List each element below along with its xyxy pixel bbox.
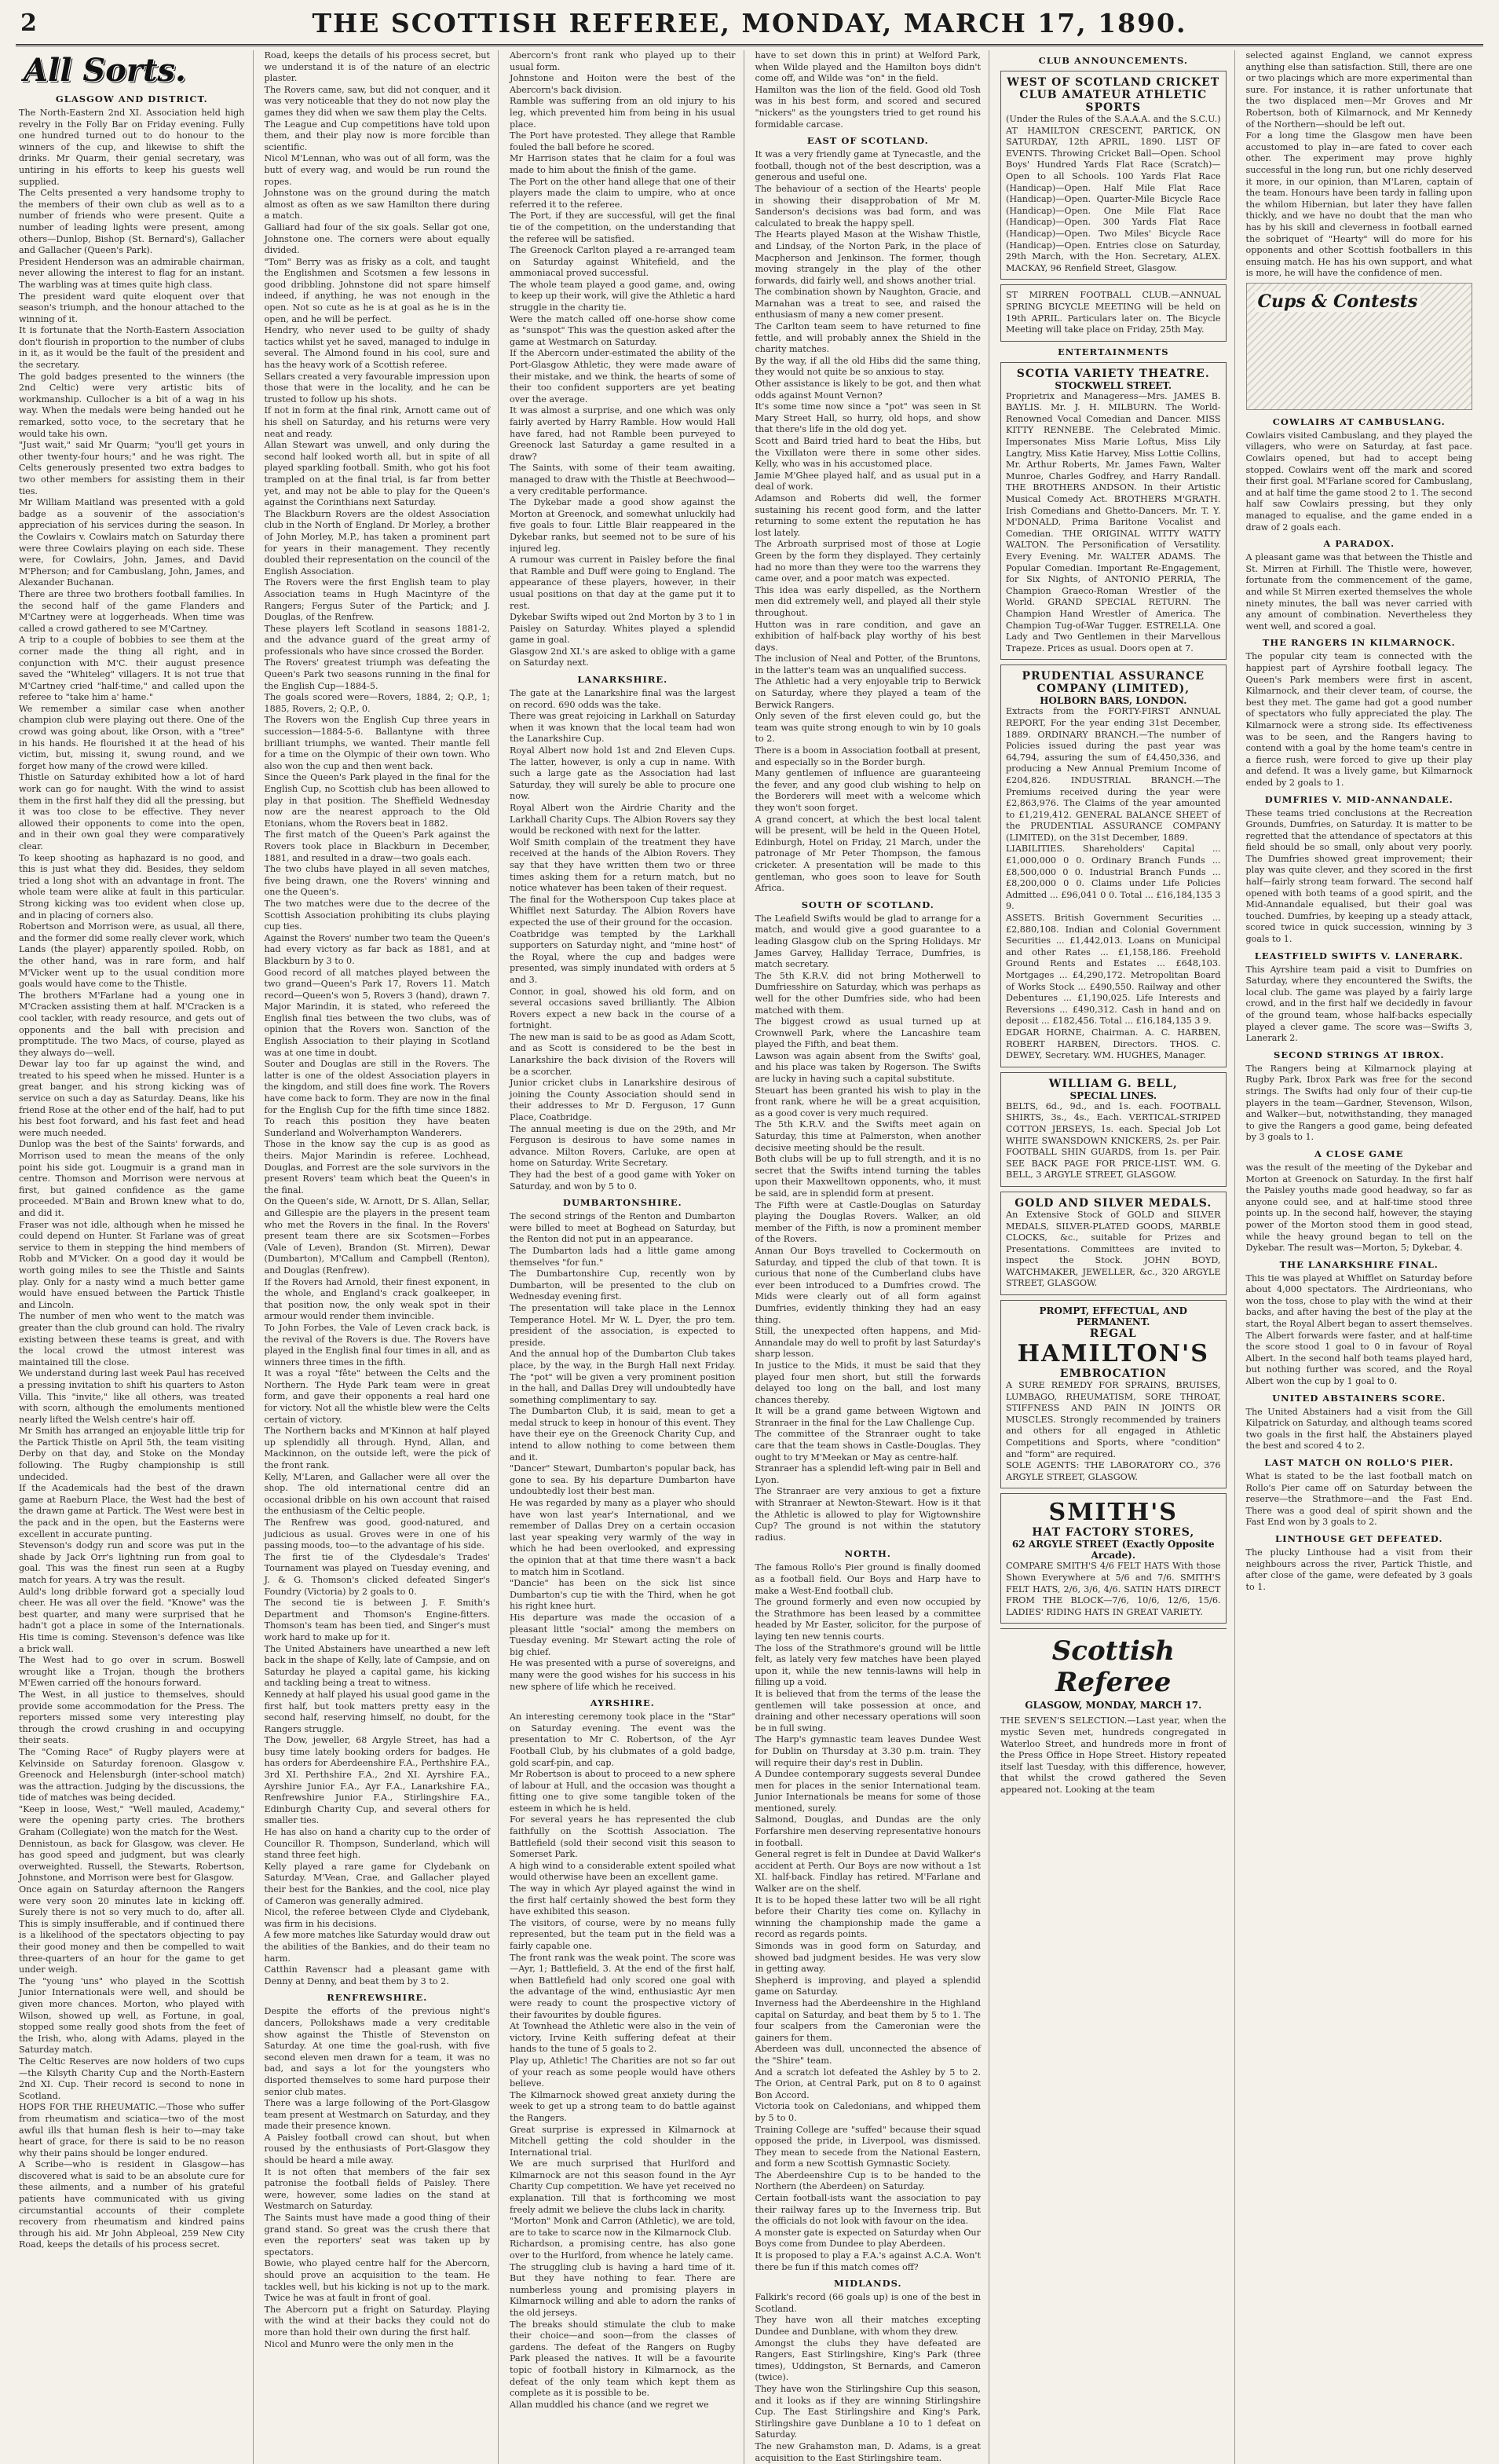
paragraph: The first match of the Queen's Park against the Rovers took place in Blackburn in December, 1881, and resulted in a draw—two goals each. bbox=[264, 829, 493, 863]
paragraph: These players left Scotland in seasons 1881-2, and the advance guard of the great army of professionals who have since crossed the Border. bbox=[264, 623, 493, 657]
paragraph: The Arbroath surprised most of those at Logie Green by the form they displayed. They certainly had no more than they were too the warrens they came over, and a poor match was expected. bbox=[755, 539, 984, 584]
paragraph: Hendry, who never used to be guilty of shady tactics whilst yet he saved, managed to indulge in several. The Almond found in his cool, sure and has the heavy work of a Scottish referee. bbox=[264, 325, 493, 371]
paragraph: Fraser was not idle, although when he missed he could depend on Hunter. St Farlane was of great service to them in stepping the hind members of Robb and M'Vicker. On a good day it would be worth going miles to see the Thistle and Saints play. Only for a nasty wind a much better game would have ensued between the Partick Thistle and Lincoln. bbox=[19, 1219, 248, 1310]
section-heading: THE RANGERS IN KILMARNOCK. bbox=[1262, 637, 1456, 649]
section-heading: SOUTH OF SCOTLAND. bbox=[801, 899, 934, 910]
paragraph: The Aberdeenshire Cup is to be handed to the Northern (the Aberdeen) on Saturday. bbox=[755, 2169, 984, 2192]
paragraph: The Port on the other hand allege that one of their players made the claim to umpire, who at once referred it to the referee. bbox=[510, 176, 739, 210]
paragraph: Royal Albert now hold 1st and 2nd Eleven Cups. The latter, however, is only a cup in name. With such a large gate as the Association had last Saturday, they will surely be able to procure one now. bbox=[510, 745, 739, 802]
section-heading: LEASTFIELD SWIFTS V. LANERARK. bbox=[1254, 950, 1464, 961]
paragraph: The United Abstainers have unearthed a new left back in the shape of Kelly, late of Campsie, and on Saturday he played a capital game, his kicking and tackling being a treat to witness. bbox=[264, 1643, 493, 1689]
paragraph: The Port, if they are successful, will get the final tie of the competition, on the understanding that the referee will be satisfied. bbox=[510, 211, 739, 244]
paragraph: Annan Our Boys travelled to Cockermouth on Saturday, and tipped the club of that town. It is curious that none of the Cumberland clubs have ever been introduced to a Dumfries crowd. The Mids were clearly out of all form against Dumfries, evidently thinking they had an easy thing. bbox=[755, 1245, 984, 1325]
section-heading: LAST MATCH ON ROLLO'S PIER. bbox=[1264, 1457, 1454, 1468]
advert-subtitle: 62 ARGYLE STREET (Exactly Opposite Arcade). bbox=[1011, 1539, 1215, 1562]
paragraph: Those in the know say the cup is as good as theirs. Major Marindin is referee. Lochhead, Douglas, and Forrest are the sole survivors in the present Rovers' team which beat the Queen's in the final. bbox=[264, 1139, 493, 1195]
newspaper-columns bbox=[19, 50, 1480, 2463]
paragraph: The breaks should stimulate the club to make their choice—and soon—from the classes of gardens. The defeat of the Rangers on Rugby Park pleased the natives. It will be a favourite topic of football history in Kilmarnock, as the defeat of the only team which kept them as complete as it is possible to be. bbox=[510, 2319, 739, 2399]
paragraph: The Dumbarton lads had a little game among themselves "for fun." bbox=[510, 1245, 739, 1268]
paragraph: The committee of the Stranraer ought to take care that the team shows in Castle-Douglas. They ought to try M'Meekan or May as centre-half. bbox=[755, 1429, 984, 1463]
paragraph: It is proposed to play a F.A.'s against A.C.A. Won't there be fun if this match comes off? bbox=[755, 2250, 984, 2272]
section-heading: A CLOSE GAME bbox=[1314, 1148, 1404, 1159]
masthead bbox=[16, 6, 1483, 46]
paragraph: "Tom" Berry was as frisky as a colt, and taught the Englishmen and Scotsmen a few lessons in good dribbling. Johnstone did not spare himself indeed, if anything, he was not enough in the open. Not so cute as he is at goal as he is in the open, and he will be perfect. bbox=[264, 256, 493, 324]
paragraph: The Athletic had a very enjoyable trip to Berwick on Saturday, where they played a team of the Berwick Rangers. bbox=[755, 676, 984, 710]
paragraph: They have won all their matches excepting Dundee and Dunblane, with whom they drew. bbox=[755, 2315, 984, 2337]
paragraph: Lawson was again absent from the Swifts' goal, and his place was taken by Rogerson. The Swifts are lucky in having such a capital substitute. bbox=[755, 1050, 984, 1085]
paragraph: The Kilmarnock showed great anxiety during the week to get up a strong team to do battle against the Rangers. bbox=[510, 2089, 739, 2123]
paragraph: Hamilton was the lion of the field. Good old Tosh was in his best form, and scored and secured "nickers" as the youngsters tried to get round his formidable carcase. bbox=[755, 84, 984, 130]
paragraph: Stevenson's dodgy run and score was put in the shade by Jack Orr's lightning run from goal to goal. This was the finest run seen at a Rugby match for years. A try was the result. bbox=[19, 1540, 248, 1585]
paragraph: The number of men who went to the match was greater than the club ground can hold. The rivalry existing between these teams is great, and with the local crowd the utmost interest was maintained till the close. bbox=[19, 1311, 248, 1367]
paragraph: They have won the Stirlingshire Cup this season, and it looks as if they are winning Stirlingshire Cup. The East Stirlingshire and King's Park, Stirlingshire gave Dunblane a 10 to 1 defeat on Saturday. bbox=[755, 2383, 984, 2440]
paragraph: We remember a similar case when another champion club were playing out there. One of the crowd was going about, like Orson, with a "tree" in his hands. He flourished it at the head of his victim, but, missing it, swung round, and we forget how many of the crowd were killed. bbox=[19, 703, 248, 771]
paragraph: Johnstone was on the ground during the match almost as often as we saw Hamilton there during a match. bbox=[264, 188, 493, 222]
paragraph: Junior cricket clubs in Lanarkshire desirous of joining the County Association should send in their addresses to Mr D. Ferguson, 17 Gunn Place, Coatbridge. bbox=[510, 1078, 739, 1123]
advert-tagline: PROMPT, EFFECTUAL, AND PERMANENT. bbox=[1039, 1305, 1187, 1328]
paragraph: Bowie, who played centre half for the Abercorn, should prove an acquisition to the team. He tackles well, but his kicking is not up to the mark. Twice he was at fault in front of goal. bbox=[264, 2258, 493, 2304]
advert-body: Proprietrix and Manageress—Mrs. JAMES B. BAYLIS. Mr. J. H. MILBURN. The World-Renowned Vocal Comedian and Dancer. MISS KITTY RENNEBE. The Celebrated Mimic. Impersonates Miss Marie Loftus, Miss Lily Langtry, Miss Katie Harvey, Miss Lottie Collins, Mr. Arthur Roberts, Mr. James Fawn, Walter Munroe, Charles Godfrey, and Harry Randall. THE BROTHERS ANDSON. In their Artistic Musical Comedy Act. BROTHERS M'GRATH. Irish Comedians and Ghetto-Dancers. Mr. T. Y. M'DONALD, Prima Baritone Vocalist and Comedian. THE ORIGINAL WITTY WATTY WALTON. The Personification of Versatility. Every Evening. Mr. WALTER ADAMS. The Popular Comedian. Important Re-Engagement, for Six Nights, of ANTONIO PERRIA, The Champion Graeco-Roman Wrestler of the World. GRAND SPECIAL RETURN. The Champion Hand Wrestler of America. The Champion Tug-of-War Tugger. ESTRELLA. One Lady and Two Gentlemen in their Marvellous Trapeze. Prices as usual. Doors open at 7. bbox=[1006, 390, 1224, 654]
paragraph: He was regarded by many as a player who should have won last year's International, and we remember of Dallas Drey on a certain occasion last year speaking very warmly of the way in which he had been overlooked, and expressing the opinion that at that time there wasn't a back to match him in Scotland. bbox=[510, 1498, 739, 1577]
paragraph: The Rovers were the first English team to play Association teams in Hugh Macintyre of the Rangers; Fergus Suter of the Partick; and J. Douglas, of the Renfrew. bbox=[264, 577, 493, 623]
newspaper-title: THE SCOTTISH REFEREE, MONDAY, MARCH 17, 1890. bbox=[312, 8, 1187, 38]
column-3 bbox=[510, 50, 744, 2464]
liabilities-table: LIABILITIES. Shareholders' Capital ... £1,000,000 0 0. Ordinary Branch Funds ... £8,500,000 0 0. Industrial Branch Funds ... £8,200,000 0 0. Claims under Life Policies Admitted ... £96,041 0 0. Total ... £16,184,135 3 9. bbox=[1006, 844, 1224, 912]
section-heading: UNITED ABSTAINERS SCORE. bbox=[1272, 1392, 1446, 1404]
paragraph: Robertson and Morrison were, as usual, all there, and the former did some really clever work, which Lands (the player) apparently spoiled. Robb, on the other hand, was in rare form, and half M'Vicker went up to the usual condition more goals would have come to the Thistle. bbox=[19, 921, 248, 990]
paragraph: The Rangers being at Kilmarnock playing at Rugby Park, Ibrox Park was free for the second strings. The Swifts had only four of their cup-tie players in the team—Gardner, Stevenson, Wilson, and Walker—but, notwithstanding, they managed to give the Rangers a good game, being defeated by 3 goals to 1. bbox=[1245, 1063, 1475, 1143]
section-heading: NORTH. bbox=[844, 1548, 891, 1560]
st-mirren-advert bbox=[1000, 284, 1227, 341]
section-heading: SECOND STRINGS AT IBROX. bbox=[1274, 1049, 1445, 1060]
paragraph: have to set down this in print) at Welford Park, when Wilde played and the Hamilton boys didn't come off, and Wilde was "on" in the field. bbox=[755, 50, 984, 84]
paragraph: The behaviour of a section of the Hearts' people in showing their disapprobation of Mr M. Sanderson's decisions was bad form, and was calculated to break the happy spell. bbox=[755, 183, 984, 229]
paragraph: The new man is said to be as good as Adam Scott, and as Scott is considered to be the best in Lanarkshire the back division of the Rovers will be a scorcher. bbox=[510, 1031, 739, 1077]
paragraph: Mr Smith has arranged an enjoyable little trip for the Partick Thistle on April 5th, the team visiting Derby on that day, and Stoke on the Monday following. The Rugby championship is still undecided. bbox=[19, 1426, 248, 1482]
paragraph: Since the Queen's Park played in the final for the English Cup, no Scottish club has been allowed to play in that position. The Sheffield Wednesday now are the nearest approach to the Old Etonians, whom the Rovers beat in 1882. bbox=[264, 772, 493, 829]
column-4 bbox=[755, 50, 990, 2464]
paragraph: Despite the efforts of the previous night's dancers, Pollokshaws made a very creditable show against the Thistle of Stevenston on Saturday. At one time the goal-rush, with five second eleven men drawn for a team, it was no bad, and says a lot for the youngsters who disported themselves to some hard purpose their senior club mates. bbox=[264, 2006, 493, 2097]
paragraph: Glasgow 2nd XI.'s are asked to oblige with a game on Saturday next. bbox=[510, 646, 739, 668]
paragraph: The Rovers' greatest triumph was defeating the Queen's Park two seasons running in the final for the English Cup—1884-5. bbox=[264, 657, 493, 691]
paragraph: The Port have protested. They allege that Ramble fouled the ball before he scored. bbox=[510, 130, 739, 152]
paragraph: The final for the Wotherspoon Cup takes place at Whifflet next Saturday. The Albion Rovers have expected the use of their ground for the occasion. bbox=[510, 894, 739, 928]
paragraph: Salmond, Douglas, and Dundas are the only Forfarshire men deserving representative honours in football. bbox=[755, 1814, 984, 1848]
paragraph: The ground formerly and even now occupied by the Strathmore has been leased by a committee headed by Mr Easter, solicitor, for the purpose of laying ten new tennis courts. bbox=[755, 1597, 984, 1642]
paragraph: The way in which Ayr played against the wind in the first half certainly showed the best form they have exhibited this season. bbox=[510, 1884, 739, 1917]
paragraph: The Saints must have made a good thing of their grand stand. So great was the crush there that even the reporters' seat was taken up by spectators. bbox=[264, 2213, 493, 2257]
advert-headline: HAMILTON'S bbox=[1017, 1340, 1209, 1368]
paragraph: A Scribe—who is resident in Glasgow—has discovered what is said to be an absolute cure for these ailments, and a number of his grateful patients have communicated with us giving circumstantial accounts of their complete recovery from rheumatism and kindred pains through his aid. Mr John Abpleoal, 259 New City Road, keeps the details of his process secret. bbox=[19, 2159, 248, 2250]
paragraph: The second tie is between J. F. Smith's Department and Thomson's Engine-fitters. Thomson's team has been tied, and Singer's must work hard to make up for it. bbox=[264, 1598, 493, 1642]
paragraph: The Celtic Reserves are now holders of two cups—the Kilsyth Charity Cup and the North-Eastern 2nd XI. Cup. Their record is second to none in Scotland. bbox=[19, 2056, 248, 2101]
paragraph: A Dundee contemporary suggests several Dundee men for places in the senior International team. Junior Internationals be means for some of those mentioned, surely. bbox=[755, 1769, 984, 1814]
cricket-club-advert bbox=[1000, 71, 1227, 280]
paragraph: A few more matches like Saturday would draw out the abilities of the Bankies, and do their team no harm. bbox=[264, 1930, 493, 1964]
column-1 bbox=[19, 50, 254, 2464]
paragraph: The "Coming Race" of Rugby players were at Kelvinside on Saturday forenoon. Glasgow v. Greenock and Helensburgh (inter-school match) was the attraction. Judging by the discussions, the tide of matches was being decided. bbox=[19, 1746, 248, 1803]
paragraph: The West, in all justice to themselves, should provide some accommodation for the Press. The reporters missed some very interesting play through the crowd crushing in and occupying their seats. bbox=[19, 1689, 248, 1746]
paragraph: If the Rovers had Arnold, their finest exponent, in the whole, and England's crack goalkeeper, in that position now, the only weak spot in their armour would render them invincible. bbox=[264, 1276, 493, 1322]
advert-title: HAT FACTORY STORES, bbox=[1032, 1526, 1195, 1540]
paragraph: Coatbridge was tempted by the Larkhall supporters on Saturday night, and "mine host" of the Royal, where the cup and badges were presented, was simply inundated with orders at 5 and 3. bbox=[510, 928, 739, 985]
paragraph: It will be a grand game between Wigtown and Stranraer in the final for the Law Challenge Cup. bbox=[755, 1406, 984, 1428]
paragraph: Aberdeen was dull, unconnected the absence of the "Shire" team. bbox=[755, 2044, 984, 2066]
paragraph: Certain football-ists want the association to pay their railway fares up to the Inverness trip. But the officials do not look with favour on the idea. bbox=[755, 2193, 984, 2227]
advert-title: WILLIAM G. BELL, bbox=[1048, 1077, 1178, 1090]
paragraph: Hutton was in rare condition, and gave an exhibition of half-back play worthy of his best days. bbox=[755, 619, 984, 653]
paragraph: The Rovers won the English Cup three years in succession—1884-5-6. Ballantyne with three brilliant triumphs, we wanted. Their mantle fell for a time on the Olympic of their own town. Who also won the cup and then went back. bbox=[264, 715, 493, 771]
paragraph: Jamie M'Ghee played half, and as usual put in a deal of work. bbox=[755, 470, 984, 492]
paragraph: Allan muddled his chance (and we regret we bbox=[510, 2399, 709, 2410]
paragraph: Steuart has been granted his wish to play in the front rank, where he will be a great acquisition, as a good cover is very much required. bbox=[755, 1085, 984, 1119]
paragraph: In justice to the Mids, it must be said that they played four men short, but still the forwards delayed too long on the ball, and lost many chances thereby. bbox=[755, 1360, 984, 1405]
section-heading: EAST OF SCOTLAND. bbox=[806, 135, 929, 147]
paragraph: Mr Robertson is about to proceed to a new sphere of labour at Hull, and the occasion was thought a fitting one to give some tangible token of the esteem in which he is held. bbox=[510, 1769, 739, 1814]
dateline: GLASGOW, MONDAY, MARCH 17. bbox=[1025, 1700, 1202, 1712]
paragraph: The two clubs have played in all seven matches, five being drawn, one the Rovers' winning and one the Queen's. bbox=[264, 864, 493, 898]
all-sorts-logo: All Sorts. bbox=[24, 52, 186, 89]
advert-title: WEST OF SCOTLAND CRICKET CLUB AMATEUR ATHLETIC SPORTS bbox=[1007, 76, 1220, 114]
paragraph: Catthin Ravenscr had a pleasant game with Denny at Denny, and beat them by 3 to 2. bbox=[264, 1964, 493, 1986]
paragraph: They had the best of a good game with Yoker on Saturday, and won by 5 to 0. bbox=[510, 1170, 739, 1192]
bell-advert bbox=[1000, 1072, 1227, 1187]
paragraph: General regret is felt in Dundee at David Walker's accident at Perth. Our Boys are now without a 1st XI. half-back. Findlay has retired. M'Farlane and Walker are on the shelf. bbox=[755, 1849, 984, 1895]
paragraph: Still, the unexpected often happens, and Mid-Annandale may do well to profit by last Saturday's sharp lesson. bbox=[755, 1326, 984, 1360]
paragraph: The Renfrew was good, good-natured, and judicious as usual. Groves were in one of his passing moods, too—to the advantage of his side. bbox=[264, 1518, 493, 1551]
paragraph: The popular city team is connected with the happiest part of Ayrshire football legacy. The Queen's Park members were first in ascent, Kilmarnock, and their clever team, of course, the best they met. The game had got a good number of spectators who fully appreciated the play. The Kilmarnock were a strong side. Its effectiveness was to be seen, and the Rangers having to contend with a goal by the home team's centre in a fierce rush, were forced to give up their play and defend. It was a lively game, but Kilmarnock ended by 2 goals to 1. bbox=[1245, 651, 1475, 788]
paragraph: It is to be hoped these latter two will be all right before their Charity ties come on. Kyllachy in winning the championship made the game a record as regards points. bbox=[755, 1895, 984, 1940]
paragraph: An interesting ceremony took place in the "Star" on Saturday evening. The event was the presentation to Mr C. Robertson, of the Ayr Football Club, by his clubmates of a gold badge, gold scarf-pin, and cap. bbox=[510, 1712, 739, 1768]
paragraph: He has also on hand a charity cup to the order of Councillor R. Thompson, Sunderland, which will stand three feet high. bbox=[264, 1827, 493, 1861]
paragraph: Victoria took on Caledonians, and whipped them by 5 to 0. bbox=[755, 2101, 984, 2123]
paragraph: "Keep in loose, West," "Well mauled, Academy," were the opening party cries. The brothers Graham (Collegiate) won the match for the West. bbox=[19, 1803, 248, 1838]
paragraph: The Dumbarton Club, it is said, mean to get a medal struck to keep in honour of this event. They have their eye on the Greenock Charity Cup, and intend to allow nothing to come between them and it. bbox=[510, 1406, 739, 1463]
paragraph: The Northern backs and M'Kinnon at half played up splendidly all through. Hynd, Allan, and Mackinnon, on the outside left, were the pick of the front rank. bbox=[264, 1426, 493, 1471]
section-heading: DUMFRIES V. MID-ANNANDALE. bbox=[1264, 793, 1453, 805]
paragraph: The Dykebar made a good show against the Morton at Greenock, and somewhat unluckily had five goals to four. Little Blair reappeared in the Dykebar ranks, but seemed not to be sure of his injured leg. bbox=[510, 497, 739, 554]
paragraph: Shepherd is improving, and played a splendid game on Saturday. bbox=[755, 1975, 984, 1997]
advert-subtitle: HOLBORN BARS, LONDON. bbox=[1040, 695, 1187, 707]
paragraph: Inverness had the Aberdeenshire in the Highland capital on Saturday, and beat them by 5 to 1. The four scalpers from the Cameronian were the gainers for them. bbox=[755, 1997, 984, 2043]
paragraph: Mr William Maitland was presented with a gold badge as a souvenir of the association's appreciation of his services during the season. In the Cowlairs v. Cowlairs match on Saturday there were three Cowlairs playing on each side. These were, for Cowlairs, John, James, and David M'Pherson; and for Cambuslang, John, James, and Alexander Buchanan. bbox=[19, 497, 248, 588]
paragraph: Auld's long dribble forward got a specially loud cheer. He was all over the field. "Knowe" was the best quarter, and many were surprised that he hadn't got a place in some of the Internationals. His time is coming. Stevenson's defence was like a brick wall. bbox=[19, 1586, 248, 1654]
paragraph: The plucky Linthouse had a visit from their neighbours across the river, Partick Thistle, and after close of the game, were defeated by 3 goals to 1. bbox=[1245, 1547, 1475, 1592]
paragraph: A trip to a couple of bobbies to see them at the corner made the thing all right, and in conjunction with M'C. their august presence saved the "Whiteleg" villagers. It is not true that M'Cartney cried "half-time," and called upon the referee to "take him a' hame." bbox=[19, 635, 248, 703]
paragraph: The League and Cup competitions have told upon them, and their play now is more forcible than scientific. bbox=[264, 119, 493, 152]
paragraph: What is stated to be the last football match on Rollo's Pier came off on Saturday between the reserve—the Strathmore—and the Fast End. There was a good deal of spirit shown and the Fast End won by 3 goals to 2. bbox=[1245, 1471, 1475, 1528]
paragraph: Dewar lay too far up against the wind, and treated to his speed when he missed. Hunter is a great banger, and his strong kicking was of service on such a day as Saturday. Deans, like his friend Rose at the other end of the half, had to put his best foot forward, and his fast feet and head were much needed. bbox=[19, 1059, 248, 1138]
paragraph: The United Abstainers had a visit from the Gill Kilpatrick on Saturday, and although teams scored two goals in the first half, the Abstainers played the best and scored 4 to 2. bbox=[1245, 1406, 1475, 1452]
paragraph: The president ward quite eloquent over that season's triumph, and the honour attached to the winning of it. bbox=[19, 291, 248, 324]
paragraph: Play up, Athletic! The Charities are not so far out of your reach as some people would have others believe. bbox=[510, 2055, 739, 2089]
paragraph: Falkirk's record (66 goals up) is one of the best in Scotland. bbox=[755, 2292, 984, 2314]
divider bbox=[1000, 1628, 1227, 1629]
paragraph: Nicol, the referee between Clyde and Clydebank, was firm in his decisions. bbox=[264, 1907, 493, 1929]
paragraph: Amongst the clubs they have defeated are Rangers, East Stirlingshire, King's Park (three times), Uddingston, St Bernards, and Cameron (twice). bbox=[755, 2338, 984, 2383]
paragraph: The Carlton team seem to have returned to fine fettle, and will probably annex the Shield in the charity matches. bbox=[755, 321, 984, 355]
paragraph: The gate at the Lanarkshire final was the largest on record. 690 odds was the take. bbox=[510, 688, 739, 710]
paragraph: The Dumbartonshire Cup, recently won by Dumbarton, will be presented to the club on Wednesday evening first. bbox=[510, 1269, 739, 1302]
medals-advert bbox=[1000, 1192, 1227, 1295]
paragraph: The Blackburn Rovers are the oldest Association club in the North of England. Dr Morley, a brother of John Morley, M.P., has taken a prominent part for years in their management. They recently doubled their representation on the council of the English Association. bbox=[264, 508, 493, 577]
paragraph: The Abercorn put a fright on Saturday. Playing with the wind at their backs they could not do more than hold their own during the first half. bbox=[264, 2304, 493, 2338]
paragraph: The new Grahamston man, D. Adams, is a great acquisition to the East Stirlingshire team. bbox=[755, 2440, 984, 2463]
paragraph: Cowlairs visited Cambuslang, and they played the villagers, who were on Saturday, at fast pace. Cowlairs opened, but had to accept being stopped. Cowlairs went off the mark and scored their first goal. M'Farlane scored for Cambuslang, and at half time the game stood 2 to 1. The second half saw Cowlairs pressing, but they only managed to equalise, and the game ended in a draw of 2 goals each. bbox=[1245, 430, 1475, 533]
paragraph: This idea was early dispelled, as the Northern men did extremely well, and played all their style throughout. bbox=[755, 584, 984, 618]
advert-body: BELTS, 6d., 9d., and 1s. each. FOOTBALL SHIRTS, 3s., 4s., Each. VERTICAL-STRIPED COTTON JERSEYS, 1s. each. Special Job Lot WHITE SWANSDOWN KNICKERS, 2s. per Pair. FOOTBALL SHIN GUARDS, from 1s. per Pair. SEE BACK PAGE FOR PRICE-LIST. WM. G. BELL, 3 ARGYLE STREET, GLASGOW. bbox=[1006, 1100, 1224, 1181]
advert-body: A SURE REMEDY FOR SPRAINS, BRUISES, LUMBAGO, RHEUMATISM, SORE THROAT, STIFFNESS AND PAIN IN JOINTS OR MUSCLES. Strongly recommended by trainers and others for all engaged in Athletic Competitions and Sports, where "condition" and "form" are required. bbox=[1006, 1380, 1224, 1459]
paragraph: Kelly played a rare game for Clydebank on Saturday. M'Vean, Crae, and Gallacher played their best for the Bankies, and the cool, nice play of Cameron was generally admired. bbox=[264, 1861, 493, 1906]
paragraph: Thistle on Saturday exhibited how a lot of hard work can go for naught. With the wind to assist them in the first half they did all the pressing, but it was too close to be effective. They never allowed their opponents to come into the open, and in their own goal they were comparatively clear. bbox=[19, 772, 248, 851]
paragraph: A high wind to a considerable extent spoiled what would otherwise have been an excellent game. bbox=[510, 1860, 739, 1883]
advert-body: COMPARE SMITH'S 4/6 FELT HATS With those Shown Everywhere at 5/6 and 7/6. SMITH'S FELT HATS, 2/6, 3/6, 4/6. SATIN HATS DIRECT FROM THE BLOCK—7/6, 10/6, 12/6, 15/6. LADIES' RIDING HATS IN GREAT VARIETY. bbox=[1006, 1561, 1224, 1617]
column-5 bbox=[1000, 50, 1235, 2464]
paragraph: Wolf Smith complain of the treatment they have received at the hands of the Albion Rovers. They say that they have written them two or three times asking them for a return match, but no notice whatever has been taken of their request. bbox=[510, 837, 739, 894]
paragraph: For a long time the Glasgow men have been accustomed to play in—are fated to cover each other. The experiment may prove highly successful in the long run, but one richly deserved it more, in our opinion, than M'Laren, captain of the team. Honours have been tardy in falling upon the whilom Hibernian, but later they have fallen thickly, and we have no doubt that the man who has by his skill and cleverness in football earned the sobriquet of "Hearty" will do more for his opponents and other Scottish footballers in this ensuing match. He has his own support, and what is more, he will have the confidence of men. bbox=[1245, 130, 1475, 279]
paragraph: His departure was made the occasion of a pleasant little "social" among the members on Tuesday evening. Mr Stewart acting the role of big chief. bbox=[510, 1612, 739, 1657]
paragraph: A grand concert, at which the best local talent will be present, will be held in the Queen Hotel, Edinburgh, Hotel on Friday, 21 March, under the patronage of Mr Peter Thompson, the famous cricketer. A presentation will be made to this gentleman, who goes soon to leave for South Africa. bbox=[755, 814, 984, 894]
paragraph: The Dow, jeweller, 68 Argyle Street, has had a busy time lately booking orders for badges. He has orders for Aberdeenshire F.A., Perthshire F.A., 3rd XI. Perthshire F.A., 2nd XI. Ayrshire F.A., Ayrshire Junior F.A., Ayr F.A., Lanarkshire F.A., Renfrewshire Junior F.A., Stirlingshire F.A., Edinburgh Charity Cup, and several others for smaller ties. bbox=[264, 1735, 493, 1826]
paragraph: This tie was played at Whifflet on Saturday before about 4,000 spectators. The Airdrieonians, who won the toss, chose to play with the wind at their backs, and after having the best of the play at the start, the Royal Albert began to assert themselves. The Albert forwards were faster, and at half-time the score stood 1 goal to 0 in favour of Royal Albert. In the second half both teams played hard, but nothing further was scored, and the Royal Albert won the cup by 1 goal to 0. bbox=[1245, 1272, 1475, 1387]
paragraph: On the Queen's side, W. Arnott, Dr S. Allan, Sellar, and Gillespie are the players in the present team who met the Rovers in the final. In the Rovers' present team there are six Scotsmen—Forbes (Vale of Leven), Brandon (St. Mirren), Dewar (Dumbarton), M'Callum and Campbell (Renton), and Douglas (Renfrew). bbox=[264, 1196, 493, 1276]
advert-body: An Extensive Stock of GOLD and SILVER MEDALS, SILVER-PLATED GOODS, MARBLE CLOCKS, &c., suitable for Prizes and Presentations. Committees are invited to inspect the Stock. JOHN BOYD, WATCHMAKER, JEWELLER, &c., 320 ARGYLE STREET, GLASGOW. bbox=[1006, 1209, 1224, 1289]
paragraph: The Rovers came, saw, but did not conquer, and it was very noticeable that they do not now play the games they did when we saw them play the Celts. bbox=[264, 84, 493, 118]
paragraph: "Dancie" has been on the sick list since Dumbarton's cup tie with the Third, when he got his right knee hurt. bbox=[510, 1578, 739, 1612]
paragraph: Galliard had four of the six goals. Sellar got one, Johnstone one. The corners were about equally divided. bbox=[264, 222, 493, 256]
advert-subtitle: STOCKWELL STREET. bbox=[1055, 379, 1172, 391]
paragraph: The famous Rollo's Pier ground is finally doomed as a football field. Our Boys and Harp have to make a West-End football club. bbox=[755, 1562, 984, 1596]
paragraph: Richardson, a promising centre, has also gone over to the Hurlford, from whence he lately came. bbox=[510, 2239, 739, 2261]
paragraph: There is a boom in Association football at present, and especially so in the Border burgh. bbox=[755, 745, 984, 767]
paragraph: The Stranraer are very anxious to get a fixture with Stranraer at Newton-Stewart. How is it that the Athletic is allowed to play for Wigtownshire Cup? The ground is not within the statutory radius. bbox=[755, 1486, 984, 1543]
paragraph: It was almost a surprise, and one which was only fairly averted by Harry Ramble. How would Hall have fared, had not Ramble been purveyed to Greenock last Saturday a game resulted in a draw? bbox=[510, 405, 739, 462]
page-number: 2 bbox=[20, 9, 37, 37]
paragraph: Adamson and Roberts did well, the former sustaining his recent good form, and the latter returning to some extent the reputation he has lost lately. bbox=[755, 492, 984, 538]
column-2 bbox=[265, 50, 499, 2464]
paragraph: The Saints, with some of their team awaiting, managed to draw with the Thistle at Beechwood—a very creditable performance. bbox=[510, 463, 739, 496]
paragraph: Nicol M'Lennan, who was out of all form, was the butt of every wag, and would be run round the ropes. bbox=[264, 153, 493, 187]
paragraph: The 5th K.R.V. and the Swifts meet again on Saturday, this time at Palmerston, when another decisive meeting should be the result. bbox=[755, 1119, 984, 1153]
advert-title: SCOTIA VARIETY THEATRE. bbox=[1016, 367, 1210, 380]
section-heading: MIDLANDS. bbox=[834, 2278, 902, 2290]
leader-paragraph: THE SEVEN'S SELECTION.—Last year, when the mystic Seven met, hundreds congregated in Waterloo Street, and hundreds more in front of the Press Office in Hope Street. History repeated itself last Tuesday, with this difference, however, that whilst the crowd gathered the Seven appeared not. Looking at the team bbox=[1000, 1715, 1230, 1795]
paragraph: These teams tried conclusions at the Recreation Grounds, Dumfries, on Saturday. It is matter to be regretted that the attendance of spectators at this field should be so small, only about very poorly. The Dumfries showed great improvement; their play was quite clever, and they scored in the first half—fairly strong team forward. The second half opened with both teams of a good spirit, and the Mid-Annandale equalised, but their goal was touched. Dumfries, by keeping up a steady attack, scored twice in quick succession, winning by 3 goals to 1. bbox=[1245, 807, 1475, 945]
scottish-referee-logo: Scottish Referee bbox=[1051, 1635, 1175, 1699]
paragraph: Nicol and Munro were the only men in the bbox=[264, 2338, 454, 2349]
paragraph: We understand during last week Paul has received a pressing invitation to shift his quarters to Aston Villa. This "invite," like all others, was treated with scorn, although the emoluments mentioned nearly lifted the Welsh centre's hair off. bbox=[19, 1368, 248, 1425]
paragraph: A monster gate is expected on Saturday when Our Boys come from Dundee to play Aberdeen. bbox=[755, 2227, 984, 2250]
section-heading: LANARKSHIRE. bbox=[577, 674, 668, 686]
paragraph: was the result of the meeting of the Dykebar and Morton at Greenock on Saturday. In the first half the Paisley youths made good headway, so far as anyone could see, and at half-time stood three points up. In the second half, however, the staying power of the Morton stood them in good stead, while the heavy ground began to tell on the Dykebar. The result was—Morton, 5; Dykebar, 4. bbox=[1245, 1162, 1475, 1254]
paragraph: And a scratch lot defeated the Ashley by 5 to 2. The Orion, at Central Park, put on 8 to 0 against Bon Accord. bbox=[755, 2067, 984, 2100]
paragraph: Dykebar Swifts wiped out 2nd Morton by 3 to 1 in Paisley on Saturday. Whites played a splendid game in goal. bbox=[510, 612, 739, 646]
paragraph: This Ayrshire team paid a visit to Dumfries on Saturday, where they encountered the Swifts, the local club. The game was played by a fairly large crowd, and in the first half we decidedly in favour of the ground team, whose half-backs especially played a clever game. The score was—Swifts 3, Lanerark 2. bbox=[1245, 964, 1475, 1044]
paragraph: Both clubs will be up to full strength, and it is no secret that the Swifts intend turning the tables upon their Maxwelltown opponents, who, it must be said, are in splendid form at present. bbox=[755, 1154, 984, 1199]
paragraph: Sellars created a very favourable impression upon those that were in the locality, and he can be trusted to follow up his shots. bbox=[264, 371, 493, 405]
paragraph: Scott and Baird tried hard to beat the Hibs, but the Vixillaton were there in some other sides. Kelly, who was in his accustomed place. bbox=[755, 436, 984, 470]
advert-subtitle: SPECIAL LINES. bbox=[1069, 1089, 1157, 1101]
paragraph: The annual meeting is due on the 29th, and Mr Ferguson is desirous to have some names in advance. Milton Rovers, Carluke, are open at home on Saturday. Write Secretary. bbox=[510, 1123, 739, 1169]
paragraph: The 5th K.R.V. did not bring Motherwell to Dumfriesshire on Saturday, which was perhaps as well for the other Dumfries side, who had been matched with them. bbox=[755, 970, 984, 1016]
paragraph: Royal Albert won the Airdrie Charity and the Larkhall Charity Cups. The Albion Rovers say they would be reckoned with next for the latter. bbox=[510, 803, 739, 837]
paragraph: He was presented with a purse of sovereigns, and many were the good wishes for his success in his new sphere of life which he received. bbox=[510, 1658, 739, 1692]
paragraph: If the Academicals had the best of the drawn game at Raeburn Place, the West had the best of the drawn game at Partick. The West were best in the pack and in the open, but the Easterns were excellent in accurate punting. bbox=[19, 1483, 248, 1540]
advert-body: Extracts from the FORTY-FIRST ANNUAL REPORT, For the year ending 31st December, 1889. ORDINARY BRANCH.—The number of Policies issued during the past year was 64,794, assuring the sum of £4,450,336, and producing a New Annual Premium Income of £204,826. INDUSTRIAL BRANCH.—The Premiums received during the year were £2,863,976. The Claims of the year amounted to £1,219,412. GENERAL BALANCE SHEET of the PRUDENTIAL ASSURANCE COMPANY (LIMITED), on the 31st December, 1889. bbox=[1006, 706, 1224, 843]
paragraph: The Harp's gymnastic team leaves Dundee West for Dublin on Thursday at 3.30 p.m. train. They will require their day's rest in Dublin. bbox=[755, 1734, 984, 1768]
paragraph: Simonds was in good form on Saturday, and showed bad judgment besides. He was very slow in getting away. bbox=[755, 1941, 984, 1975]
section-heading: COWLAIRS AT CAMBUSLANG. bbox=[1272, 416, 1446, 427]
section-heading: LINTHOUSE GET DEFEATED. bbox=[1274, 1532, 1443, 1544]
paragraph: The brothers M'Farlane had a young one in M'Cracken assisting them at half. M'Cracken is a cool tackler, with ready resource, and gets out of opponents and the ball with precision and promptitude. The two Macs, of course, played as they always do—well. bbox=[19, 990, 248, 1058]
paragraph: Great surprise is expressed in Kilmarnock at Mitchell getting the cold shoulder in the International trial. bbox=[510, 2124, 739, 2158]
section-heading: GLASGOW AND DISTRICT. bbox=[55, 93, 208, 104]
section-heading: CLUB ANNOUNCEMENTS. bbox=[1038, 55, 1188, 66]
paragraph: Many gentlemen of influence are guaranteeing the fever, and any good club wishing to help on the Borderers will meet with a welcome which they won't soon forget. bbox=[755, 768, 984, 813]
paragraph: Souter and Douglas are still in the Rovers. The latter is one of the oldest Association players in the kingdom, and still does fine work. The Rovers have come back to form. They are now in the final for the English Cup for the fifth time since 1882. To reach this position they have beaten Sunderland and Wolverhampton Wanderers. bbox=[264, 1059, 493, 1138]
paragraph: Road, keeps the details of his process secret, but we understand it is of the nature of an electric plaster. bbox=[264, 50, 493, 84]
paragraph: HOPS FOR THE RHEUMATIC.—Those who suffer from rheumatism and sciatica—two of the most awful ills that human flesh is heir to—may take heart of grace, for there is said to be no reason why their pains should be longer endured. bbox=[19, 2102, 248, 2158]
paragraph: We are much surprised that Hurlford and Kilmarnock are not this season found in the Ayr Charity Cup competition. We have yet received no explanation. Till that is forthcoming we most freely admit we believe the clubs lack in charity. bbox=[510, 2158, 739, 2215]
paragraph: The Celts presented a very handsome trophy to the members of their own club as well as to a number of friends who were present. Quite a number of leading lights were present, among others—Dunlop, Bishop (St. Bernard's), Gallacher and Gallacher (Queen's Park). bbox=[19, 188, 248, 256]
column-6 bbox=[1246, 50, 1481, 2464]
section-heading: THE LANARKSHIRE FINAL. bbox=[1279, 1258, 1439, 1270]
paragraph: Mr Harrison states that he claim for a foul was made to him about the finish of the game. bbox=[510, 153, 739, 175]
paragraph: It was a very friendly game at Tynecastle, and the football, though not of the best description, was a generous and useful one. bbox=[755, 149, 984, 183]
paragraph: It's some time now since a "pot" was seen in St Mary Street Hall, so hurry, old hops, and show that there's life in the old dog yet. bbox=[755, 401, 984, 435]
paragraph: And the annual hop of the Dumbarton Club takes place, by the way, in the Burgh Hall next Friday. The "pot" will be given a very prominent position in the hall, and Dallas Drey will undoubtedly have something complimentary to say. bbox=[510, 1349, 739, 1405]
paragraph: Against the Rovers' number two team the Queen's had every victory as far back as 1881, and at Blackburn by 3 to 0. bbox=[264, 932, 493, 966]
section-heading: DUMBARTONSHIRE. bbox=[562, 1197, 682, 1209]
paragraph: The goals scored were—Rovers, 1884, 2; Q.P., 1; 1885, Rovers, 2; Q.P., 0. bbox=[264, 692, 493, 714]
section-heading: ENTERTAINMENTS bbox=[1057, 346, 1169, 357]
paragraph: Allan Stewart was unwell, and only during the second half looked worth all, but in spite of all played sparkling football. Smith, who got his foot trampled on at the final trial, is far from better yet, and may not be able to play for the Queen's against the Corinthians next Saturday. bbox=[264, 440, 493, 508]
paragraph: To John Forbes, the Vale of Leven crack back, is the revival of the Rovers is due. The Rovers have played in the English final four times in all, and as winners three times in the fifth. bbox=[264, 1322, 493, 1367]
paragraph: "Just wait," said Mr Quarm; "you'll get yours in other twenty-four hours;" and he was right. The Celts generously presented two extra badges to two other members for assisting them in their ties. bbox=[19, 440, 248, 496]
paragraph: The front rank was the weak point. The score was—Ayr, 1; Battlefield, 3. At the end of the first half, when Battlefield had only scored one goal with the advantage of the wind, enthusiastic Ayr men were ready to count the prospective victory of their favourites by double figures. bbox=[510, 1952, 739, 2020]
paragraph: Johnstone and Hoiton were the best of the Abercorn's back division. bbox=[510, 73, 739, 95]
paragraph: A pleasant game was that between the Thistle and St. Mirren at Firhill. The Thistle were, however, fortunate from the commencement of the game, and while St Mirren exerted themselves the whole ninety minutes, the ball was never carried with any amount of combination. Nevertheless they went well, and scored a goal. bbox=[1245, 552, 1475, 632]
section-heading: RENFREWSHIRE. bbox=[327, 1992, 428, 2004]
paragraph: The gold badges presented to the winners (the 2nd Celtic) were very artistic bits of workmanship. Cullocher is a bit of a wag in his way. When the medals were being handed out he remarked, sotto voce, to the secretary that he would take his own. bbox=[19, 371, 248, 439]
advert-title: GOLD AND SILVER MEDALS. bbox=[1015, 1196, 1212, 1210]
paragraph: At Townhead the Athletic were also in the vein of victory, Irvine Keith suffering defeat at their hands to the tune of 5 goals to 2. bbox=[510, 2021, 739, 2055]
paragraph: "Morton" Monk and Carron (Athletic), we are told, are to take to scarce now in the Kilmarnock Club. bbox=[510, 2216, 739, 2238]
paragraph: The struggling club is having a hard time of it. But they have nothing to fear. There are numberless young and promising players in Kilmarnock willing and able to adorn the ranks of the old jerseys. bbox=[510, 2261, 739, 2318]
advert-agents: SOLE AGENTS: THE LABORATORY CO., 376 ARGYLE STREET, GLASGOW. bbox=[1006, 1460, 1224, 1482]
advert-subtitle: EMBROCATION bbox=[1059, 1367, 1167, 1381]
paragraph: "Dancer" Stewart, Dumbarton's popular back, has gone to sea. By his departure Dumbarton have undoubtedly lost their best man. bbox=[510, 1463, 739, 1497]
paragraph: selected against England, we cannot express anything else than satisfaction. Still, there are one or two placings which are more experimental than sure. For instance, it is rather unfortunate that the two displaced men—Mr Groves and Mr Robertson, both of Kilmarnock, and Mr Kennedy of the Northern—should be left out. bbox=[1245, 50, 1475, 130]
paragraph: There are three two brothers football families. In the second half of the game Flanders and M'Cartney were at loggerheads. When time was called a crowd gathered to see M'Cartney. bbox=[19, 588, 248, 634]
paragraph: If the Abercorn under-estimated the ability of the Port-Glasgow Athletic, they were made aware of their mistake, and we think, the hearts of some of their too confident supporters are yet beating over the average. bbox=[510, 348, 739, 405]
paragraph: The Hearts played Mason at the Wishaw Thistle, and Lindsay, of the Norton Park, in the place of Macpherson and Jenkinson. The former, though moving strangely in the play of the other forwards, did fairly well, and shows another trial. bbox=[755, 229, 984, 286]
paragraph: There was great rejoicing in Larkhall on Saturday when it was known that the local team had won the Lanarkshire Cup. bbox=[510, 711, 739, 745]
paragraph: By the way, if all the old Hibs did the same thing, they would not quite be so anxious to stay. bbox=[755, 355, 984, 378]
paragraph: The loss of the Strathmore's ground will be little felt, as lately very few matches have been played upon it, while the new tennis-lawns will help in filling up a void. bbox=[755, 1642, 984, 1688]
paragraph: A rumour was current in Paisley before the final that Ramble and Duff were going to England. The appearance of these players, however, in their usual positions on that day at the game put it to rest. bbox=[510, 555, 739, 611]
advert-title: PRUDENTIAL ASSURANCE COMPANY (LIMITED), bbox=[1022, 670, 1205, 696]
advert-body: (Under the Rules of the S.A.A.A. and the S.C.U.) AT HAMILTON CRESCENT, PARTICK, ON SATURDAY, 12th APRIL, 1890. LIST OF EVENTS. Throwing Cricket Ball—Open. School Boys' Hundred Yards Flat Race (Scratch)—Open to all Schools. 100 Yards Flat Race (Handicap)—Open. Half Mile Flat Race (Handicap)—Open. Quarter-Mile Bicycle Race (Handicap)—Open. One Mile Flat Race (Handicap)—Open. 300 Yards Flat Race (Handicap)—Open. Two Miles' Bicycle Race (Handicap)—Open. Entries close on Saturday, 29th March, with the Hon. Secretary, ALEX. MACKAY, 96 Renfield Street, Glasgow. bbox=[1006, 114, 1224, 273]
hat-stores-advert bbox=[1000, 1493, 1227, 1624]
paragraph: Dennistoun, as back for Glasgow, was clever. He has good speed and judgment, but was clearly overweighted. Russell, the Stewarts, Robertson, Johnstone, and Morrison were best for Glasgow. bbox=[19, 1838, 248, 1884]
paragraph: The biggest crowd as usual turned up at Crownwell Park, where the Lancashire team played the Fifth, and beat them. bbox=[755, 1016, 984, 1050]
paragraph: The second strings of the Renton and Dumbarton were billed to meet at Boghead on Saturday, but the Renton did not put in an appearance. bbox=[510, 1211, 739, 1245]
paragraph: Kelly, M'Laren, and Gallacher were all over the shop. The old international centre did an occasional dribble on his own account that raised the enthusiasm of the Celtic people. bbox=[264, 1471, 493, 1517]
paragraph: Training College are "suffed" because their squad opposed the pride, in Liverpool, was dismissed. They mean to secede from the National Eastern, and form a new Scottish Gymnastic Society. bbox=[755, 2124, 984, 2169]
embrocation-advert bbox=[1000, 1300, 1227, 1488]
cups-and-contests-illustration bbox=[1246, 283, 1473, 410]
scotia-theatre-advert bbox=[1000, 362, 1227, 661]
paragraph: Kennedy at half played his usual good game in the first half, but took matters pretty easy in the second half, reserving himself, no doubt, for the Rangers struggle. bbox=[264, 1689, 493, 1734]
paragraph: Good record of all matches played between the two grand—Queen's Park 17, Rovers 11. Match record—Queen's won 5, Rovers 3 (hand), drawn 7. Major Marindin, it is stated, who refereed the English final ties between the two clubs, was of opinion that the Rovers won. Sanction of the English Association to their playing in Scotland was at one time in doubt. bbox=[264, 967, 493, 1058]
advert-signatures: EDGAR HORNE, Chairman. A. C. HARBEN, ROBERT HARBEN, Directors. THOS. C. DEWEY, Secretary. WM. HUGHES, Manager. bbox=[1006, 1027, 1224, 1061]
paragraph: The Fifth were at Castle-Douglas on Saturday playing the Douglas Rovers. Walker, an old member of the Fifth, is now a prominent member of the Rovers. bbox=[755, 1199, 984, 1245]
paragraph: The whole team played a good game, and, owing to keep up their work, will give the Athletic a hard struggle in the charity tie. bbox=[510, 279, 739, 313]
section-heading: AYRSHIRE. bbox=[590, 1697, 655, 1709]
paragraph: It was a royal "fête" between the Celts and the Northern. The Hyde Park team were in great form, and gave their opponents a real hard one for victory. Not all the whistle blew were the Celts certain of victory. bbox=[264, 1368, 493, 1425]
paragraph: For several years he has represented the club faithfully on the Scottish Association. The Battlefield (sold their second visit this season to Somerset Park. bbox=[510, 1814, 739, 1860]
paragraph: Only seven of the first eleven could go, but the team was quite strong enough to win by 10 goals to 2. bbox=[755, 711, 984, 745]
illustration-label: Cups & Contests bbox=[1255, 291, 1421, 312]
paragraph: It is not often that members of the fair sex patronise the football fields of Paisley. There were, however, some ladies on the stand at Westmarch on Saturday. bbox=[264, 2166, 493, 2212]
paragraph: It is fortunate that the North-Eastern Association don't flourish in proportion to the number of clubs in it, as it would be the fault of the president and the secretary. bbox=[19, 325, 248, 371]
assets-table: ASSETS. British Government Securities ... £2,880,108. Indian and Colonial Government Securities ... £1,442,013. Loans on Municipal and other Rates ... £1,158,186. Freehold Ground Rents and Estates ... £648,103. Mortgages ... £4,290,172. Metropolitan Board of Works Stock ... £490,550. Railway and other Debentures ... £1,190,025. Life Interests and Reversions ... £490,312. Cash in hand and on deposit ... £182,456. Total ... £16,184,135 3 9. bbox=[1006, 913, 1224, 1027]
paragraph: The visitors, of course, were by no means fully represented, but the team put in the field was a fairly capable one. bbox=[510, 1917, 739, 1951]
paragraph: The first tie of the Clydesdale's Trades' Tournament was played on Tuesday evening, and J. & G. Thomson's clicked defeated Singer's Foundry (Victoria) by 2 goals to 0. bbox=[264, 1551, 493, 1597]
paragraph: Stranraer has a splendid left-wing pair in Bell and Lyon. bbox=[755, 1463, 984, 1485]
prudential-advert bbox=[1000, 665, 1227, 1067]
paragraph: The presentation will take place in the Lennox Temperance Hotel. Mr W. L. Dyer, the pro tem. president of the association, is expected to preside. bbox=[510, 1302, 739, 1348]
paragraph: The North-Eastern 2nd XI. Association held high revelry in the Folly Bar on Friday evening. Fully one hundred turned out to do honour to the winners of the cup, and likewise to shift the drinks. Mr Quarm, their genial secretary, was untiring in his efforts to keep his guests well supplied. bbox=[19, 108, 248, 187]
paragraph: The Greenock Carlton played a re-arranged team on Saturday against Whitefield, and the ammoniacal proved successful. bbox=[510, 245, 739, 279]
paragraph: Abercorn's front rank who played up to their usual form. bbox=[510, 50, 739, 72]
advert-title: REGAL bbox=[1089, 1327, 1137, 1341]
paragraph: It is believed that from the terms of the lease the gentlemen will take possession at once, and draining and other necessary operations will soon be in full swing. bbox=[755, 1688, 984, 1734]
paragraph: The "young 'uns" who played in the Scottish Junior Internationals were well, and should be given more chances. Morton, who played with Wilson, showed up well, as Fortune, in goal, stopped some really good shots from the feet of the Irish, who, along with Adams, played in the Saturday match. bbox=[19, 1975, 248, 2056]
paragraph: There was a large following of the Port-Glasgow team present at Westmarch on Saturday, and they made their presence known. bbox=[264, 2098, 493, 2132]
paragraph: Were the match called off one-horse show come as "sunspot" This was the question asked after the game at Westmarch on Saturday. bbox=[510, 313, 739, 347]
advert-headline: SMITH'S bbox=[1048, 1499, 1178, 1527]
section-heading: A PARADOX. bbox=[1323, 538, 1395, 550]
paragraph: The West had to go over in scrum. Boswell wrought like a Trojan, though the brothers M'Ewen carried off the honours forward. bbox=[19, 1655, 248, 1689]
paragraph: The two matches were due to the decree of the Scottish Association prohibiting its clubs playing cup ties. bbox=[264, 898, 493, 932]
paragraph: The combination shown by Naughton, Gracie, and Marnahan was a treat to see, and raised the enthusiasm of many a new comer present. bbox=[755, 287, 984, 320]
paragraph: Other assistance is likely to be got, and then what odds against Mount Vernon? bbox=[755, 379, 984, 401]
paragraph: The Leafield Swifts would be glad to arrange for a match, and would give a good guarantee to a leading Glasgow club on the Spring Holidays. Mr James Garvey, Halliday Terrace, Dumfries, is match secretary. bbox=[755, 913, 984, 970]
paragraph: Dunlop was the best of the Saints' forwards, and Morrison used to mean the means of the only point his side got. Lougmuir is a grand man in centre. Thomson and Morrison were nervous at first, but gained confidence as the game proceeded. M'Bain and Brown knew what to do, and did it. bbox=[19, 1139, 248, 1218]
advert-body: ST MIRREN FOOTBALL CLUB.—ANNUAL SPRING BICYCLE MEETING will be held on 19th APRIL. Particulars later on. The Bicycle Meeting will take place on Friday, 25th May. bbox=[1006, 290, 1224, 335]
paragraph: A Paisley football crowd can shout, but when roused by the enthusiasts of Port-Glasgow they should be heard a mile away. bbox=[264, 2132, 493, 2166]
paragraph: Connor, in goal, showed his old form, and on several occasions saved brilliantly. The Albion Rovers expect a new back in the course of a fortnight. bbox=[510, 986, 739, 1031]
paragraph: Ramble was suffering from an old injury to his leg, which prevented him from being in his usual place. bbox=[510, 96, 739, 130]
paragraph: The inclusion of Neal and Potter, of the Bruntons, in the latter's team was an unqualified success. bbox=[755, 654, 984, 675]
paragraph: To keep shooting as haphazard is no good, and this is just what they did. Besides, they seldom tried a long shot with an advantage in front. The whole team were alike at fault in this particular. Strong kicking was too evident when close up, and in placing of corners also. bbox=[19, 852, 248, 921]
paragraph: If not in form at the final rink, Arnott came out of his shell on Saturday, and his returns were very neat and ready. bbox=[264, 405, 493, 439]
paragraph: Once again on Saturday afternoon the Rangers were very soon 20 minutes late in kicking off. Surely there is not so very much to do, after all. This is simply insufferable, and if continued there is a likelihood of the spectators objecting to pay their good money and then be compelled to wait three-quarters of an hour for the game to get under weigh. bbox=[19, 1884, 248, 1975]
paragraph: President Henderson was an admirable chairman, never allowing the interest to flag for an instant. The warbling was at times quite high class. bbox=[19, 256, 248, 290]
